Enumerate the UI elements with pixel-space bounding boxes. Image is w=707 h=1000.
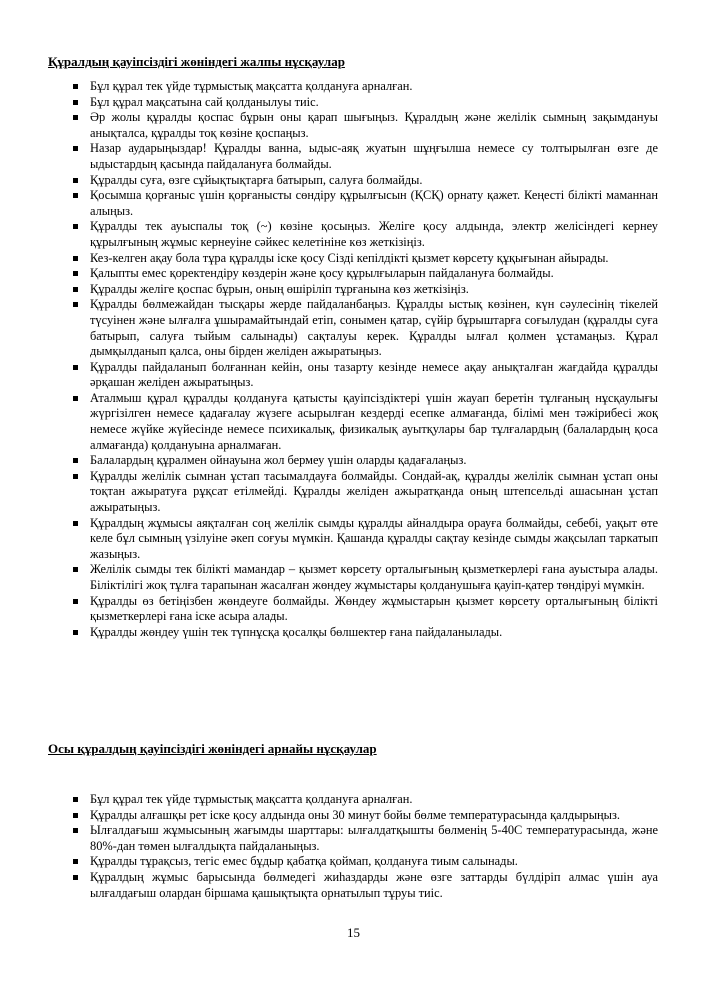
- list-item: [0, 562, 658, 593]
- list-item: [0, 792, 658, 808]
- list-item-text: Құралдың жұмыс барысында бөлмедегі жиһаздарды және өзге заттарды бүлдіріп алмас үшін ауа ылғалдағыш олардан біршама қашықтықта орнатылып тұруы тиіс.: [90, 869, 658, 900]
- list-item: [0, 808, 658, 824]
- list-item: [0, 95, 658, 111]
- list-item: [0, 251, 658, 267]
- bullet-icon: [73, 474, 78, 479]
- bullet-icon: [73, 271, 78, 276]
- list-item-text: Құралды суға, өзге сұйықтықтарға батырып, салуға болмайды.: [90, 172, 423, 187]
- list-item: [0, 360, 658, 391]
- list-item: [0, 282, 658, 298]
- list-item-text: Құралды тұрақсыз, тегіс емес бұдыр қабатқа қоймап, қолдануға тиым салынады.: [90, 854, 518, 869]
- bullet-icon: [73, 396, 78, 401]
- list-item: [0, 297, 658, 359]
- list-item-text: Назар аударыңыздар! Құралды ванна, ыдыс-аяқ жуатын шұңғылша немесе су толтырылған өзге де ыдыстардың қасында пайдалануға болмайды.: [90, 141, 658, 171]
- list-item-text: Құралды желілік сымнан ұстап тасымалдауға болмайды. Сондай-ақ, құралды желілік сымнан ұстап оны тоқтан ажыратуға рұқсат етілмейді. Құралды желіден ажыратқанда оның штепсельді ашасынан ұстап ажыратыңыз.: [90, 468, 658, 515]
- bullet-icon: [73, 178, 78, 183]
- list-item-text: Бұл құрал тек үйде тұрмыстық мақсатта қолдануға арналған.: [90, 79, 413, 93]
- bullet-icon: [73, 630, 78, 635]
- list-item-text: Құралдың жұмысы аяқталған соң желілік сымды құралды айналдыра орауға болмайды, себебі, уақыт өте келе бұл сымның үзілуіне әкеп соғуы мүмкін. Қашанда құралды сақтау кезінде сымды жақсылап таркатып жазыңыз.: [90, 515, 658, 561]
- list-item: [0, 453, 658, 469]
- bullet-icon: [73, 567, 78, 572]
- list-item: [0, 594, 658, 625]
- list-item-text: Құралды жөндеу үшін тек түпнұсқа қосалқы бөлшектер ғана пайдаланылады.: [90, 624, 503, 639]
- list-item: [0, 516, 658, 563]
- bullet-icon: [73, 287, 78, 292]
- bullet-icon: [73, 458, 78, 463]
- list-item-text: Құралды пайдаланып болғаннан кейін, оны тазарту кезінде немесе ақау анықталған жағдайда құралды әрқашан желіден ажыратыңыз.: [90, 359, 658, 390]
- list-item: [0, 391, 658, 453]
- bullet-icon: [73, 813, 78, 818]
- section-2-heading: Осы құралдың қауіпсіздігі жөніндегі арнайы нұсқаулар: [48, 741, 377, 756]
- list-item-text: Қалыпты емес қоректендіру көздерін және қосу құрылғыларын пайдалануға болмайды.: [90, 266, 554, 281]
- bullet-icon: [73, 146, 78, 151]
- list-item-text: Кез-келген ақау бола тұра құралды іске қосу Сізді кепілдікті қызмет көрсету құқығынан айырады.: [90, 250, 609, 265]
- section-1-heading: Құралдың қауіпсіздігі жөніндегі жалпы нұсқаулар: [48, 54, 345, 69]
- bullet-icon: [73, 828, 78, 833]
- page-number: 15: [347, 925, 360, 940]
- bullet-icon: [73, 100, 78, 105]
- section-2-list: [0, 792, 658, 901]
- section-1-list: [0, 79, 658, 640]
- list-item-text: Ылғалдағыш жұмысының жағымды шарттары: ылғалдатқышты бөлменің 5-40С температурасында, және 80%-дан төмен ылғалдықта пайдаланыңыз.: [90, 823, 658, 853]
- bullet-icon: [73, 365, 78, 370]
- bullet-icon: [73, 84, 78, 89]
- list-item: [0, 870, 658, 901]
- bullet-icon: [73, 115, 78, 120]
- bullet-icon: [73, 521, 78, 526]
- list-item-text: Бұл құрал тек үйде тұрмыстық мақсатта қолдануға арналған.: [90, 792, 413, 806]
- bullet-icon: [73, 302, 78, 307]
- list-item-text: Желілік сымды тек білікті мамандар – қызмет көрсету орталығының қызметкерлері ғана ауыстыра алады. Біліктілігі жоқ тұлға тарапынан жасалған жөндеу жұмыстары қолданушыға қауіп-қатер төндіруі мүмкін.: [90, 562, 658, 592]
- list-item-text: Құралды бөлмежайдан тысқары жерде пайдаланбаңыз. Құралды ыстық көзінен, күн сәулесінің тікелей түсуінен және ылғалға ұшырамайтындай етіп, сонымен қатар, сүйір бұрыштарға соғылудан (құралды суға батырып, салуға тыйым салынады) сақталуы керек. Құралды ылғал қолмен ұстамаңыз. Құрал дымқылданып қалса, оны бірден желіден ажыратыңыз.: [90, 297, 658, 359]
- bullet-icon: [73, 256, 78, 261]
- bullet-icon: [73, 193, 78, 198]
- list-item: [0, 141, 658, 172]
- bullet-icon: [73, 224, 78, 229]
- list-item: [0, 823, 658, 854]
- list-item-text: Аталмыш құрал құралды қолдануға қатысты қауіпсіздіктері үшін жауап беретін тұлғаның нұсқаулығы жүргізілген немесе қадағалау жүзеге асырылған кездерді есепке алмағанда, білімі мен тәжірибесі жоқ немесе жүйке жүйесінде немесе психикалық, физикалық ауытқулары бар тұлғалардың (балалардың қоса алмағанда) қолдануына арналмаған.: [90, 390, 658, 452]
- list-item: [0, 79, 658, 95]
- list-item-text: Балалардың құралмен ойнауына жол бермеу үшін оларды қадағалаңыз.: [90, 453, 467, 468]
- list-item: [0, 110, 658, 141]
- bullet-icon: [73, 859, 78, 864]
- list-item: [0, 188, 658, 219]
- list-item-text: Қосымша қорғаныс үшін қорғанысты сөндіру құрылғысын (ҚСҚ) орнату қажет. Кеңесті білікті маманнан алыңыз.: [90, 188, 658, 218]
- list-item: [0, 469, 658, 516]
- list-item: [0, 625, 658, 641]
- bullet-icon: [73, 797, 78, 802]
- list-item-text: Құралды өз бетіңізбен жөндеуге болмайды. Жөндеу жұмыстарын қызмет көрсету орталығының білікті қызметкерлері ғана іске асыра алады.: [90, 593, 658, 624]
- list-item-text: Құралды тек ауыспалы тоқ (~) көзіне қосыңыз. Желіге қосу алдында, электр желісіндегі кернеу құрылғының жұмыс кернеуіне сәйкес келетініне көз жеткізіңіз.: [90, 219, 658, 249]
- bullet-icon: [73, 875, 78, 880]
- list-item: [0, 219, 658, 250]
- list-item-text: Құралды желіге қоспас бұрын, оның өшіріліп тұрғанына көз жеткізіңіз.: [90, 281, 469, 296]
- list-item-text: Құралды алғашқы рет іске қосу алдында оны 30 минут бойы бөлме температурасында қалдырыңыз.: [90, 807, 620, 822]
- bullet-icon: [73, 599, 78, 604]
- list-item-text: Бұл құрал мақсатына сай қолданылуы тиіс.: [90, 94, 319, 109]
- list-item-text: Әр жолы құралды қоспас бұрын оны қарап шығыңыз. Құралдың және желілік сымның зақымдануы анықталса, құралды тоқ көзіне қоспаңыз.: [90, 110, 658, 140]
- list-item: [0, 854, 658, 870]
- list-item: [0, 173, 658, 189]
- list-item: [0, 266, 658, 282]
